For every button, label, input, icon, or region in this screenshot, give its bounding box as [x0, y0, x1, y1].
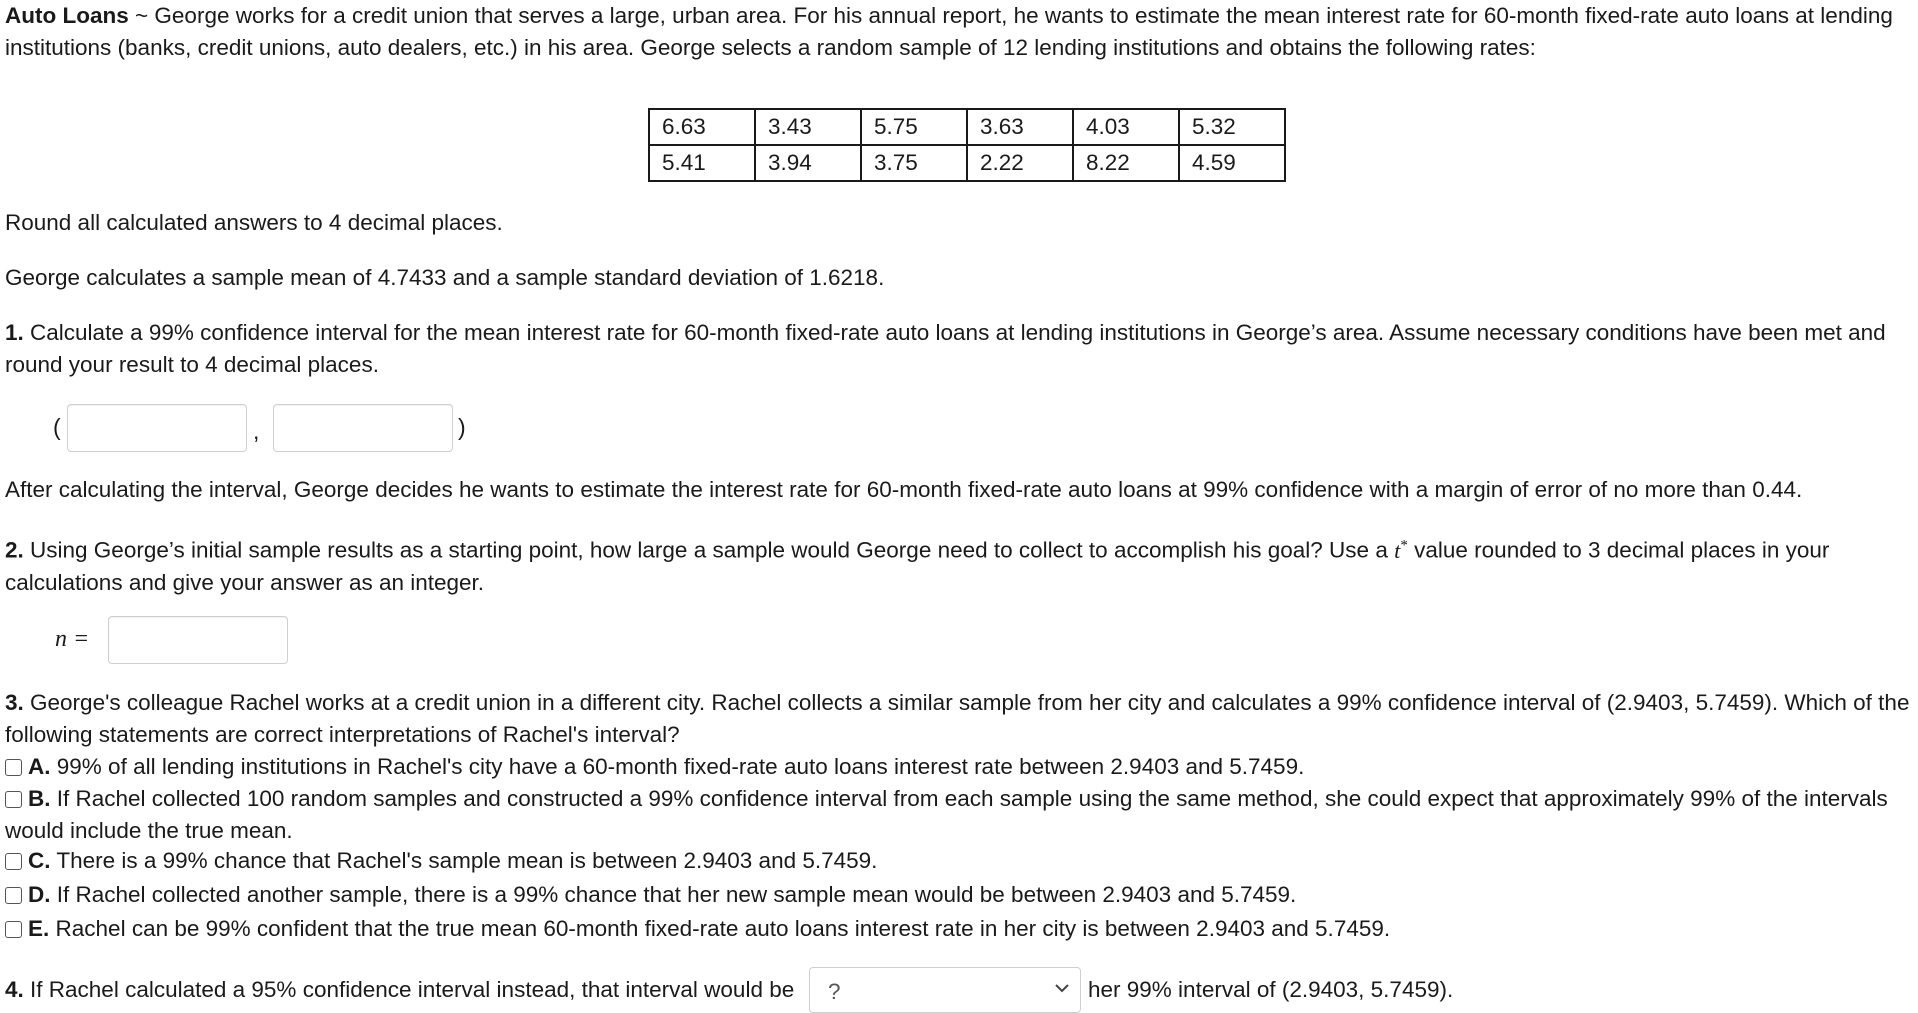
- stats-note: George calculates a sample mean of 4.7433 and a sample standard deviation of 1.6218.: [5, 265, 885, 290]
- question-2-number: 2.: [5, 537, 24, 563]
- table-cell: 2.22: [967, 145, 1073, 181]
- question-2-text-after: value rounded to 3 decimal places in your calculations and give your answer as an integer.: [5, 537, 1830, 595]
- ci-lower-input[interactable]: [67, 404, 247, 452]
- option-letter: D.: [28, 882, 51, 907]
- question-1-text: Calculate a 99% confidence interval for the mean interest rate for 60-month fixed-rate auto loans at lending institutions in George’s area. Assume necessary conditions have been met and round your result to 4 decimal places.: [5, 320, 1886, 377]
- ci-upper-input[interactable]: [273, 404, 453, 452]
- t-star-symbol: t*: [1394, 537, 1408, 563]
- option-text: Rachel can be 99% confident that the true mean 60-month fixed-rate auto loans interest rate in her city is between 2.9403 and 5.7459.: [55, 916, 1391, 941]
- table-cell: 4.59: [1179, 145, 1285, 181]
- question-3: [5, 687, 1910, 751]
- question-1-number: 1.: [5, 320, 24, 345]
- question-3-number: 3.: [5, 690, 24, 715]
- intro-paragraph: [5, 0, 1910, 64]
- round-note: Round all calculated answers to 4 decimal places.: [5, 210, 503, 235]
- intro-text: George works for a credit union that serves a large, urban area. For his annual report, he wants to estimate the mean interest rate for 60-month fixed-rate auto loans at lending institutions (banks, credit unions, auto dealers, etc.) in his area. George selects a random sample of 12 lending institutions and obtains the following rates:: [5, 3, 1893, 60]
- sample-size-input[interactable]: [108, 616, 288, 664]
- option-c[interactable]: [5, 845, 1910, 877]
- table-cell: 5.75: [861, 109, 967, 145]
- option-letter: A.: [28, 754, 51, 779]
- table-cell: 3.43: [755, 109, 861, 145]
- option-letter: B.: [28, 786, 51, 811]
- table-row: [649, 145, 1285, 181]
- option-text: If Rachel collected 100 random samples and constructed a 99% confidence interval from each sample using the same method, she could expect that approximately 99% of the intervals would include the true mean.: [5, 786, 1888, 843]
- table-cell: 4.03: [1073, 109, 1179, 145]
- option-e[interactable]: [5, 913, 1910, 945]
- option-text: There is a 99% chance that Rachel's sample mean is between 2.9403 and 5.7459.: [56, 848, 878, 873]
- question-2-text-before: Using George’s initial sample results as a starting point, how large a sample would George need to collect to accomplish his goal? Use a: [30, 537, 1388, 563]
- table-cell: 6.63: [649, 109, 755, 145]
- question-1: [5, 317, 1910, 381]
- question-4-text-before: If Rachel calculated a 95% confidence interval instead, that interval would be: [30, 977, 795, 1002]
- option-d[interactable]: [5, 879, 1910, 911]
- option-text: 99% of all lending institutions in Rachel's city have a 60-month fixed-rate auto loans interest rate between 2.9403 and 5.7459.: [56, 754, 1305, 779]
- close-paren: ): [458, 414, 466, 440]
- option-letter: C.: [28, 848, 51, 873]
- option-letter: E.: [28, 916, 50, 941]
- option-b-checkbox[interactable]: [5, 791, 22, 808]
- option-d-checkbox[interactable]: [5, 887, 22, 904]
- question-2: [5, 529, 1910, 599]
- question-4: [5, 974, 805, 1006]
- comparison-select[interactable]: [809, 967, 1081, 1013]
- table-cell: 5.41: [649, 145, 755, 181]
- select-value: ?: [828, 979, 841, 1004]
- option-c-checkbox[interactable]: [5, 853, 22, 870]
- intro-title: Auto Loans: [5, 3, 129, 28]
- intro-separator: ~: [135, 3, 149, 28]
- table-row: [649, 109, 1285, 145]
- table-cell: 5.32: [1179, 109, 1285, 145]
- chevron-down-icon: [1054, 982, 1070, 994]
- table-cell: 8.22: [1073, 145, 1179, 181]
- option-a[interactable]: [5, 751, 1910, 783]
- table-cell: 3.75: [861, 145, 967, 181]
- question-4-text-after: her 99% interval of (2.9403, 5.7459).: [1088, 977, 1454, 1002]
- option-a-checkbox[interactable]: [5, 759, 22, 776]
- question-3-text: George's colleague Rachel works at a credit union in a different city. Rachel collects a similar sample from her city and calculates a 99% confidence interval of (2.9403, 5.7459). Which of the following statements are correct interpretations of Rachel's interval?: [5, 690, 1910, 747]
- table-cell: 3.63: [967, 109, 1073, 145]
- n-label: n =: [55, 626, 90, 652]
- option-text: If Rachel collected another sample, there is a 99% chance that her new sample mean would be between 2.9403 and 5.7459.: [56, 882, 1297, 907]
- table-cell: 3.94: [755, 145, 861, 181]
- rates-table: [648, 108, 1286, 182]
- question-4-number: 4.: [5, 977, 24, 1002]
- option-e-checkbox[interactable]: [5, 921, 22, 938]
- interval-comma: ,: [253, 418, 260, 444]
- option-b[interactable]: [5, 783, 1910, 847]
- after-note: After calculating the interval, George decides he wants to estimate the interest rate for 60-month fixed-rate auto loans at 99% confidence with a margin of error of no more than 0.44.: [5, 477, 1803, 502]
- open-paren: (: [53, 414, 61, 440]
